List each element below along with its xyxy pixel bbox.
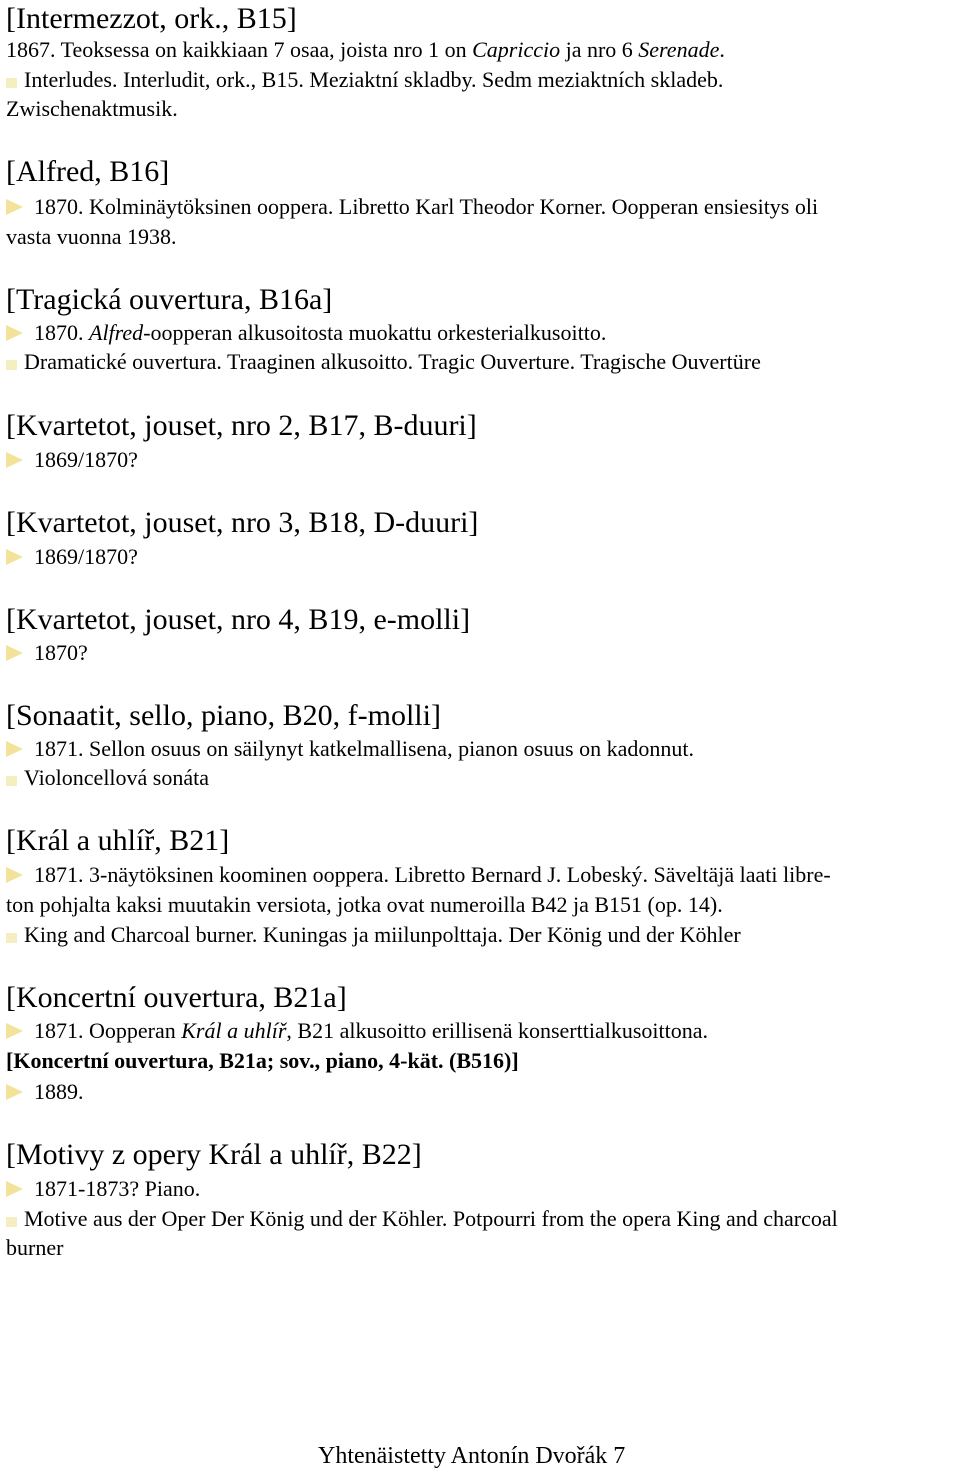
heading-kral-a-uhlir: [Král a uhlíř, B21] <box>6 824 230 857</box>
square-bullet-icon <box>6 776 17 786</box>
heading-koncertni-ouvertura: [Koncertní ouvertura, B21a] <box>6 981 347 1014</box>
page-footer: Yhtenäistetty Antonín Dvořák 7 <box>318 1443 626 1469</box>
entry-info: 1870. Alfred-oopperan alkusoitosta muokattu orkesterialkusoitto. <box>6 322 606 344</box>
entry-info: 1871. Oopperan Král a uhlíř, B21 alkusoitto erillisenä konserttialkusoittona. <box>6 1020 708 1042</box>
entry-info: 1869/1870? <box>6 546 138 568</box>
triangle-bullet-icon <box>6 549 23 565</box>
triangle-bullet-icon <box>6 741 23 757</box>
entry-info: 1870? <box>6 642 88 664</box>
alt-titles: King and Charcoal burner. Kuningas ja miilunpolttaja. Der König und der Köhler <box>6 924 741 946</box>
square-bullet-icon <box>6 1217 17 1227</box>
alt-titles: Interludes. Interludit, ork., B15. Meziaktní skladby. Sedm meziaktních skladeb. <box>6 69 723 91</box>
triangle-bullet-icon <box>6 1084 23 1100</box>
triangle-bullet-icon <box>6 867 23 883</box>
alt-titles: Motive aus der Oper Der König und der Köhler. Potpourri from the opera King and charcoal <box>6 1208 838 1230</box>
heading-kvartetot-2: [Kvartetot, jouset, nro 2, B17, B-duuri] <box>6 409 477 442</box>
square-bullet-icon <box>6 933 17 943</box>
alt-titles-cont: Zwischenaktmusik. <box>6 96 178 121</box>
triangle-bullet-icon <box>6 1023 23 1039</box>
entry-info-cont: vasta vuonna 1938. <box>6 224 177 249</box>
entry-info: 1870. Kolminäytöksinen ooppera. Libretto Karl Theodor Korner. Oopperan ensiesitys oli <box>6 196 818 218</box>
triangle-bullet-icon <box>6 199 23 215</box>
triangle-bullet-icon <box>6 452 23 468</box>
heading-motivy-z-opery: [Motivy z opery Král a uhlíř, B22] <box>6 1138 422 1171</box>
entry-info: 1867. Teoksessa on kaikkiaan 7 osaa, joista nro 1 on Capriccio ja nro 6 Serenade. <box>6 37 725 62</box>
square-bullet-icon <box>6 360 17 370</box>
entry-info: 1871. 3-näytöksinen koominen ooppera. Libretto Bernard J. Lobeský. Säveltäjä laati libre- <box>6 864 831 886</box>
sub-heading-koncertni-ouvertura-piano: [Koncertní ouvertura, B21a; sov., piano, 4-kät. (B516)] <box>6 1048 519 1073</box>
heading-alfred: [Alfred, B16] <box>6 155 170 188</box>
heading-tragicka-ouvertura: [Tragická ouvertura, B16a] <box>6 283 333 316</box>
heading-sonaatit: [Sonaatit, sello, piano, B20, f-molli] <box>6 699 441 732</box>
entry-info: 1871. Sellon osuus on säilynyt katkelmallisena, pianon osuus on kadonnut. <box>6 738 694 760</box>
heading-intermezzot: [Intermezzot, ork., B15] <box>6 2 297 35</box>
entry-info: 1871-1873? Piano. <box>6 1178 200 1200</box>
alt-titles-cont: burner <box>6 1235 64 1260</box>
entry-info-cont: ton pohjalta kaksi muutakin versiota, jotka ovat numeroilla B42 ja B151 (op. 14). <box>6 892 723 917</box>
heading-kvartetot-4: [Kvartetot, jouset, nro 4, B19, e-molli] <box>6 603 471 636</box>
triangle-bullet-icon <box>6 645 23 661</box>
heading-kvartetot-3: [Kvartetot, jouset, nro 3, B18, D-duuri] <box>6 506 479 539</box>
entry-info: 1869/1870? <box>6 449 138 471</box>
alt-titles: Dramatické ouvertura. Traaginen alkusoitto. Tragic Ouverture. Tragische Ouvertüre <box>6 351 761 373</box>
triangle-bullet-icon <box>6 325 23 341</box>
triangle-bullet-icon <box>6 1181 23 1197</box>
square-bullet-icon <box>6 78 17 88</box>
sub-entry-info: 1889. <box>6 1081 84 1103</box>
alt-titles: Violoncellová sonáta <box>6 767 209 789</box>
